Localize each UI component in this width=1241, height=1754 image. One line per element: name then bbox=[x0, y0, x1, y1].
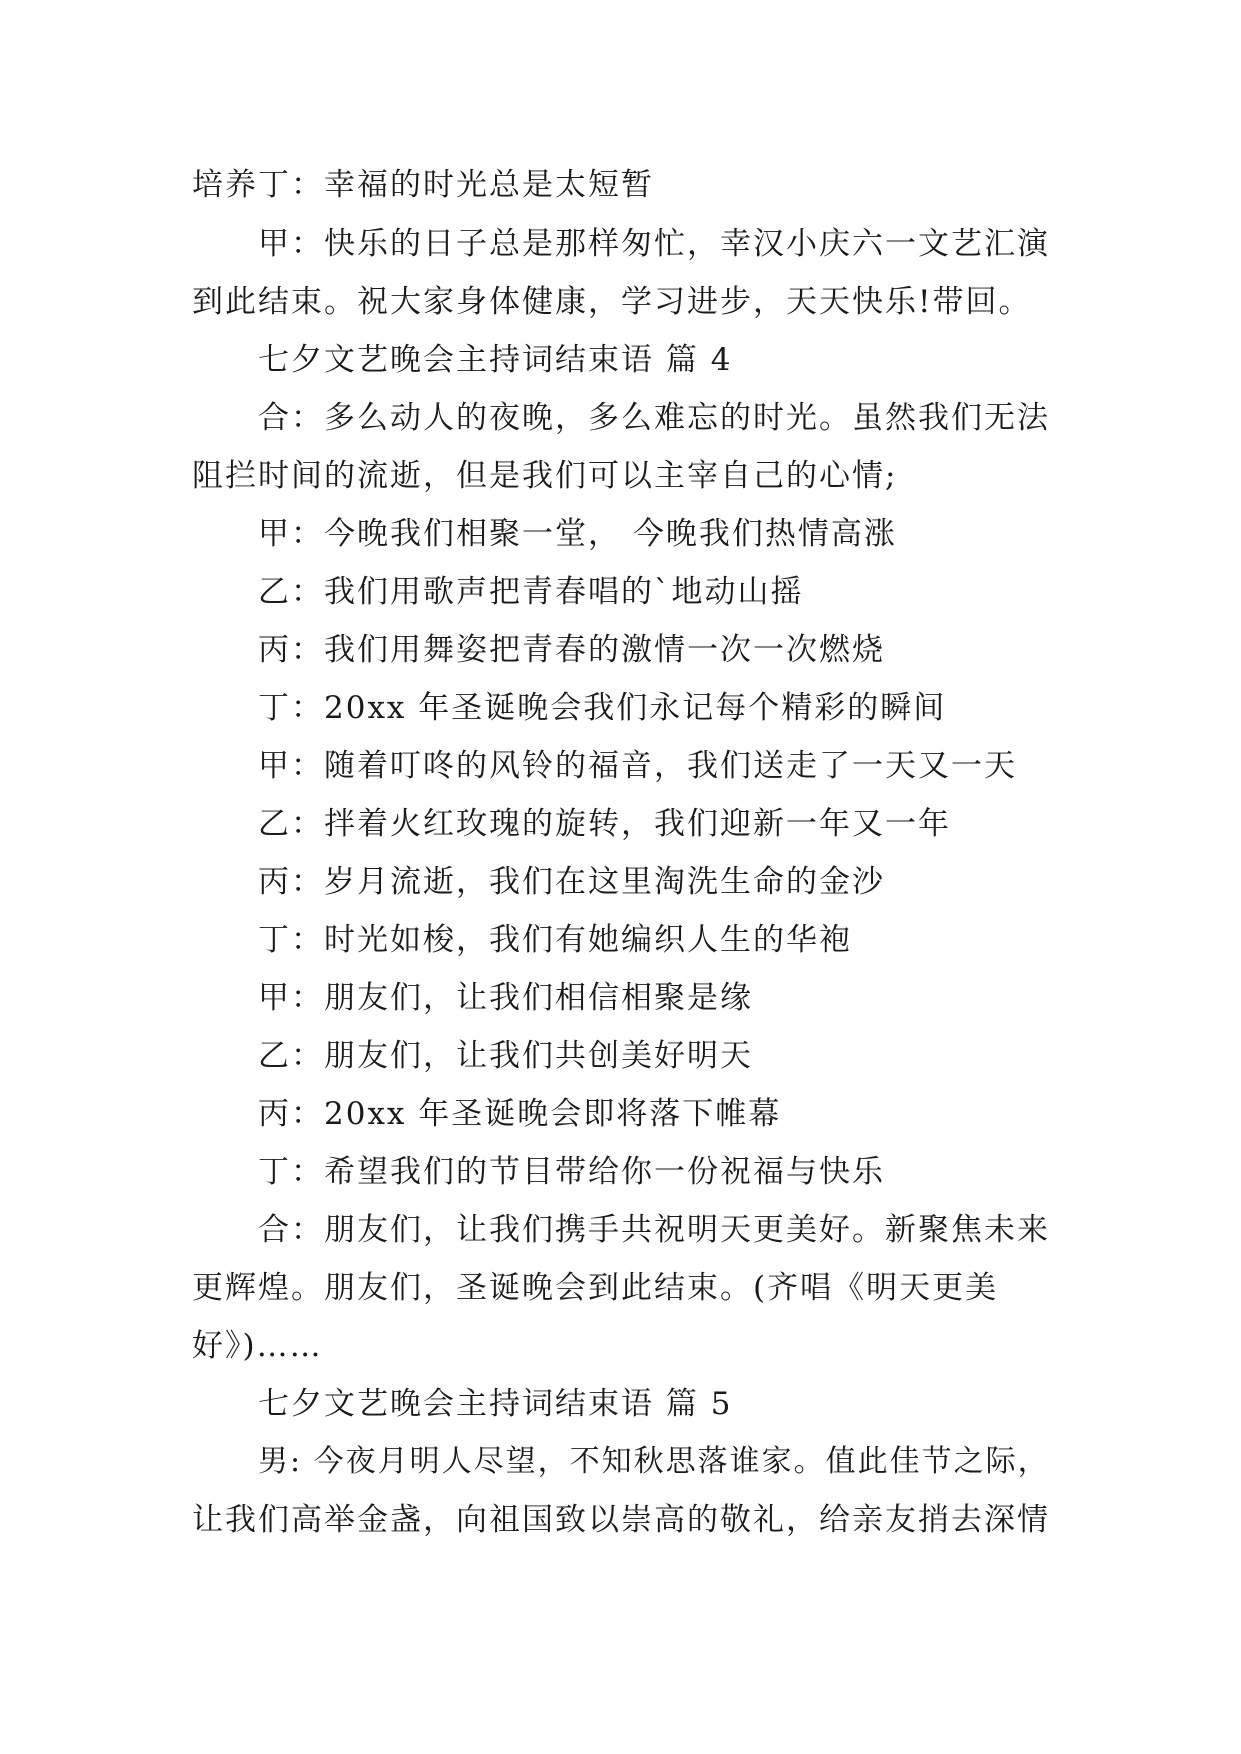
text-line: 丙：20xx 年圣诞晚会即将落下帷幕 bbox=[258, 1096, 782, 1132]
text-line: 甲：朋友们，让我们相信相聚是缘 bbox=[258, 980, 753, 1016]
text-line: 甲：今晚我们相聚一堂， 今晚我们热情高涨 bbox=[258, 516, 897, 552]
text-line: 丙：我们用舞姿把青春的激情一次一次燃烧 bbox=[258, 632, 885, 668]
text-line: 让我们高举金盏，向祖国致以崇高的敬礼，给亲友捎去深情 bbox=[192, 1502, 1050, 1538]
text-line: 丙：岁月流逝，我们在这里淘洗生命的金沙 bbox=[258, 864, 885, 900]
section-heading: 七夕文艺晚会主持词结束语 篇 4 bbox=[258, 342, 733, 378]
text-line: 到此结束。祝大家身体健康，学习进步，天天快乐!带回。 bbox=[192, 284, 1032, 320]
text-line: 乙：我们用歌声把青春唱的`地动山摇 bbox=[258, 574, 804, 610]
text-line: 甲：快乐的日子总是那样匆忙，幸汉小庆六一文艺汇演 bbox=[258, 226, 1050, 262]
text-line: 更辉煌。朋友们，圣诞晚会到此结束。(齐唱《明天更美 bbox=[192, 1270, 999, 1306]
text-line: 乙：拌着火红玫瑰的旋转，我们迎新一年又一年 bbox=[258, 806, 951, 842]
text-line: 乙：朋友们，让我们共创美好明天 bbox=[258, 1038, 753, 1074]
text-line: 甲：随着叮咚的风铃的福音，我们送走了一天又一天 bbox=[258, 748, 1017, 784]
text-line: 丁：20xx 年圣诞晚会我们永记每个精彩的瞬间 bbox=[258, 690, 947, 726]
text-line: 丁：希望我们的节目带给你一份祝福与快乐 bbox=[258, 1154, 885, 1190]
text-line: 合：多么动人的夜晚，多么难忘的时光。虽然我们无法 bbox=[258, 400, 1050, 436]
text-line: 男: 今夜月明人尽望，不知秋思落谁家。值此佳节之际， bbox=[258, 1444, 1050, 1479]
text-line: 合：朋友们，让我们携手共祝明天更美好。新聚焦未来 bbox=[258, 1212, 1050, 1248]
text-line: 培养丁：幸福的时光总是太短暂 bbox=[192, 167, 654, 203]
section-heading: 七夕文艺晚会主持词结束语 篇 5 bbox=[258, 1386, 733, 1422]
text-line: 好》)…… bbox=[192, 1328, 323, 1364]
text-line: 丁：时光如梭，我们有她编织人生的华袍 bbox=[258, 922, 852, 958]
text-line: 阻拦时间的流逝，但是我们可以主宰自己的心情; bbox=[192, 458, 898, 494]
